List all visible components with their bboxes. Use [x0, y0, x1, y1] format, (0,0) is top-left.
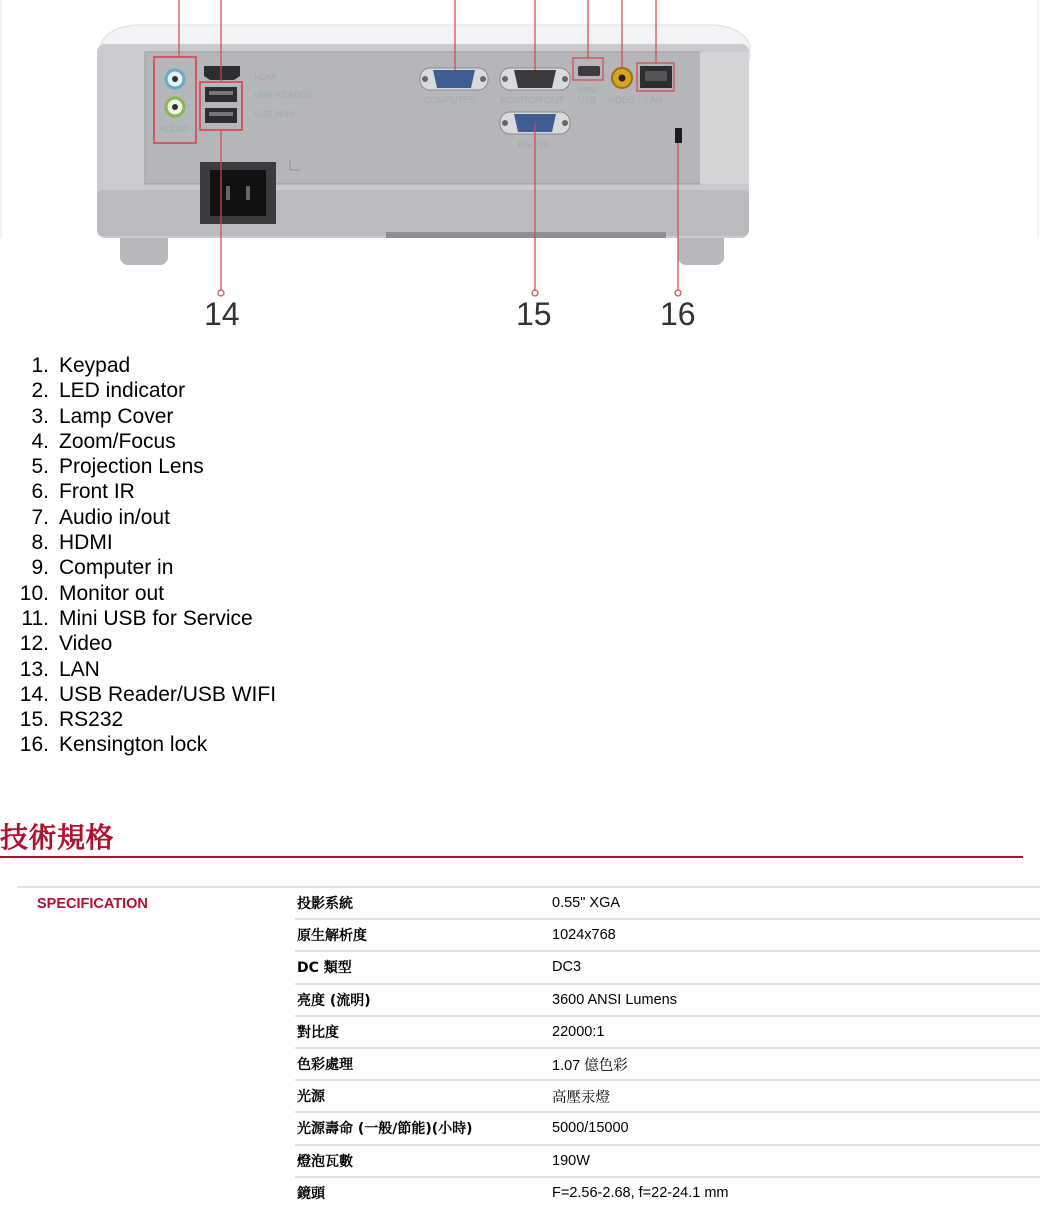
callout-16: 16 [660, 296, 696, 332]
list-item [0, 404, 1040, 429]
list-item-number: 11. [21, 606, 49, 630]
list-item-number: 14. [19, 682, 49, 706]
list-item-number: 12. [19, 632, 49, 656]
list-item [0, 682, 1040, 707]
list-item-number: 15. [19, 708, 49, 732]
spec-key: DC 類型 [295, 951, 552, 983]
list-item-label: Lamp Cover [59, 404, 174, 428]
computer-port-label: COMPUTER [424, 95, 476, 105]
spec-value: DC3 [552, 951, 1040, 983]
list-item-number: 10. [19, 581, 49, 605]
list-item-label: Zoom/Focus [59, 429, 176, 453]
video-port-label: VIDEO [607, 95, 636, 105]
list-item [0, 530, 1040, 555]
list-item-number: 1. [31, 354, 49, 377]
hdmi-port-label: HDMI [254, 72, 277, 82]
spec-table [17, 886, 1040, 1208]
spec-key: 光源壽命 (一般/節能)(小時) [295, 1112, 552, 1144]
list-item [0, 581, 1040, 606]
spec-section-title: 技術規格 [0, 821, 115, 854]
list-item-number: 7. [31, 505, 49, 529]
spec-key: 原生解析度 [295, 919, 552, 951]
list-item-label: LAN [59, 657, 100, 681]
kensington-slot [675, 128, 682, 143]
projector-rear-figure [0, 0, 1040, 340]
list-item-number: 6. [31, 480, 49, 504]
mini-usb-label: USB [578, 95, 597, 105]
spec-value: 0.55" XGA [552, 887, 1040, 919]
list-item [0, 454, 1040, 479]
list-item [0, 429, 1040, 454]
spec-title-divider [0, 856, 1023, 858]
list-item-label: Mini USB for Service [59, 606, 253, 630]
spec-value: 190W [552, 1145, 1040, 1177]
list-item-label: Audio in/out [59, 505, 170, 529]
projector-rear-illustration [0, 0, 1040, 340]
list-item-number: 16. [19, 733, 49, 757]
spec-value: 1024x768 [552, 919, 1040, 951]
list-item [0, 353, 1040, 378]
list-item [0, 378, 1040, 403]
spec-key: 亮度 (流明) [295, 984, 552, 1016]
spec-value: 5000/15000 [552, 1112, 1040, 1144]
usb-reader-label: USB READER [254, 90, 313, 100]
monitor-out-label: MONITOR OUT [500, 95, 564, 105]
list-item-number: 4. [31, 429, 49, 453]
spec-key: 光源 [295, 1080, 552, 1112]
computer-vga-port [433, 70, 475, 88]
callout-15: 15 [516, 296, 552, 332]
list-item-label: Kensington lock [59, 733, 208, 757]
parts-list [0, 353, 600, 758]
list-item-label: Monitor out [59, 581, 165, 605]
mini-usb-port [578, 66, 600, 76]
list-item-label: HDMI [59, 531, 113, 555]
spec-key: 對比度 [295, 1016, 552, 1048]
list-item [0, 555, 1040, 580]
spec-value: 22000:1 [552, 1016, 1040, 1048]
spec-key: 色彩處理 [295, 1048, 552, 1080]
hdmi-port [204, 66, 240, 80]
list-item [0, 707, 1040, 732]
table-row [17, 887, 1040, 919]
rs232-port-label: RS-232 [518, 140, 549, 150]
list-item [0, 657, 1040, 682]
spec-value: 1.07 億色彩 [552, 1048, 1040, 1080]
mini-usb-label-top: MINI [578, 85, 597, 95]
list-item-number: 9. [31, 556, 49, 580]
spec-key: 鏡頭 [295, 1177, 552, 1208]
list-item [0, 479, 1040, 504]
spec-value: F=2.56-2.68, f=22-24.1 mm [552, 1177, 1040, 1208]
monitor-out-port [514, 70, 556, 88]
list-item-label: USB Reader/USB WIFI [59, 682, 277, 706]
list-item-number: 2. [31, 379, 49, 403]
spec-category-label: SPECIFICATION [17, 887, 295, 1208]
list-item-label: Computer in [59, 556, 174, 580]
spec-key: 燈泡瓦數 [295, 1145, 552, 1177]
audio-port-label: AUDIO [159, 124, 188, 134]
list-item-label: Front IR [59, 480, 135, 504]
list-item-number: 5. [31, 455, 49, 479]
list-item [0, 505, 1040, 530]
list-item-number: 3. [31, 404, 49, 428]
list-item-number: 13. [19, 657, 49, 681]
list-item-number: 8. [31, 531, 49, 555]
list-item [0, 606, 1040, 631]
usb-wifi-label: USB WIFI [254, 109, 294, 119]
callout-14: 14 [204, 296, 240, 332]
list-item-label: LED indicator [59, 379, 186, 403]
spec-value: 3600 ANSI Lumens [552, 984, 1040, 1016]
list-item-label: Projection Lens [59, 455, 204, 479]
list-item-label: Video [59, 632, 113, 656]
spec-value: 高壓汞燈 [552, 1080, 1040, 1112]
list-item [0, 732, 1040, 757]
list-item-label: Keypad [59, 354, 131, 377]
spec-key: 投影系統 [295, 887, 552, 919]
list-item-label: RS232 [59, 708, 124, 732]
lan-port-label: LAN [645, 95, 663, 105]
list-item [0, 631, 1040, 656]
